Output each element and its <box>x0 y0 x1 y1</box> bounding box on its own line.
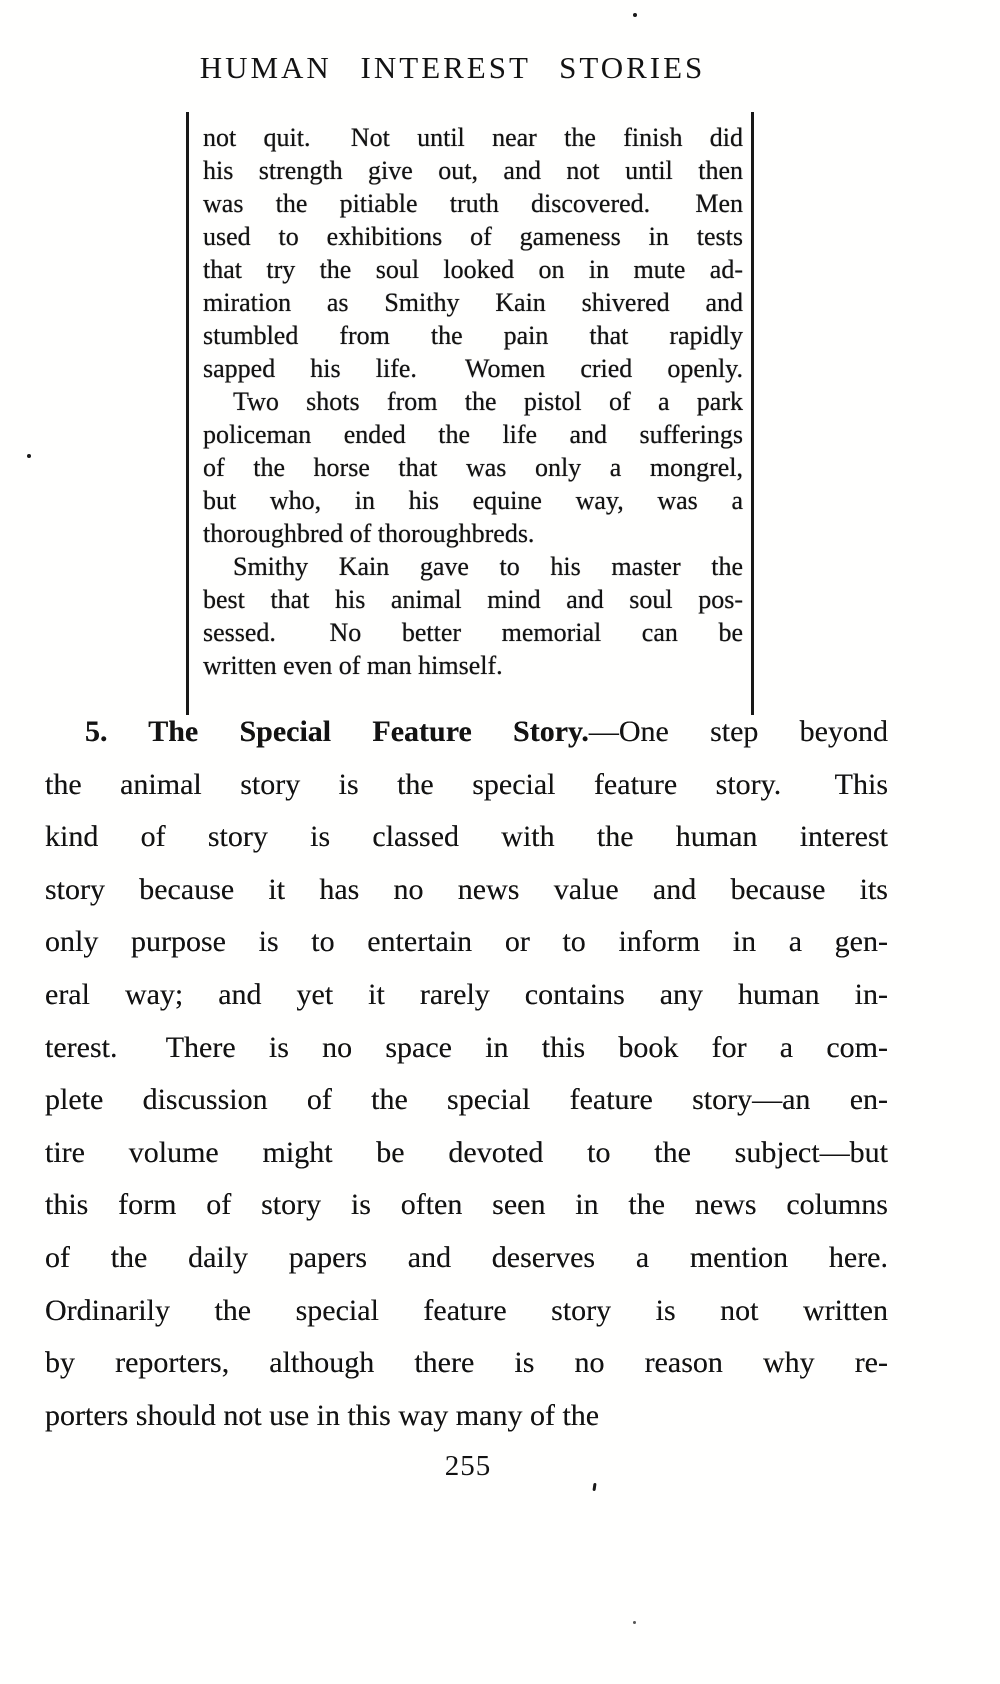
body-line: the animal story is the special feature story. This <box>45 767 888 801</box>
body-line: by reporters, although there is no reason why re- <box>45 1346 888 1380</box>
excerpt-paragraph <box>203 550 743 682</box>
excerpt-line: sessed. No better memorial can be <box>203 618 743 647</box>
excerpt-line: that try the soul looked on in mute ad- <box>203 255 743 284</box>
body-line: porters should not use in this way many of the <box>45 1398 600 1432</box>
excerpt-line: best that his animal mind and soul pos- <box>203 585 743 614</box>
excerpt-line: was the pitiable truth discovered. Men <box>203 189 743 218</box>
body-line: this form of story is often seen in the news columns <box>45 1188 888 1222</box>
excerpt-line: thoroughbred of thoroughbreds. <box>203 519 535 548</box>
body-line: only purpose is to entertain or to inform in a gen- <box>45 925 888 959</box>
ink-speck-bottom <box>633 1621 636 1624</box>
ink-speck-top <box>633 13 637 17</box>
section-paragraph <box>45 706 888 1442</box>
excerpt-line: not quit. Not until near the finish did <box>203 123 743 152</box>
body-line: story because it has no news value and because its <box>45 872 888 906</box>
excerpt-line: but who, in his equine way, was a <box>203 486 743 515</box>
section-heading-tail: —One step beyond <box>588 715 888 748</box>
excerpt-paragraph <box>203 385 743 550</box>
excerpt-line: stumbled from the pain that rapidly <box>203 321 743 350</box>
excerpt-block <box>186 112 754 715</box>
excerpt-line: Two shots from the pistol of a park <box>233 387 743 416</box>
body-line: tire volume might be devoted to the subject—but <box>45 1135 888 1169</box>
body-line: terest. There is no space in this book for a com- <box>45 1030 888 1064</box>
page-number: 255 <box>444 1450 492 1482</box>
body-line: Ordinarily the special feature story is not written <box>45 1293 888 1327</box>
excerpt-line: of the horse that was only a mongrel, <box>203 453 743 482</box>
excerpt-line: sapped his life. Women cried openly. <box>203 354 743 383</box>
ink-mark-near-page-number <box>592 1483 596 1491</box>
excerpt-paragraph <box>203 121 743 385</box>
excerpt-line: policeman ended the life and sufferings <box>203 420 743 449</box>
excerpt-line: his strength give out, and not until then <box>203 156 743 185</box>
excerpt-line: Smithy Kain gave to his master the <box>233 552 743 581</box>
ink-speck-left-margin <box>27 454 31 458</box>
page-title: HUMAN INTEREST STORIES <box>199 50 706 85</box>
body-line: plete discussion of the special feature story—an en- <box>45 1083 888 1117</box>
body-line-heading <box>45 706 888 759</box>
excerpt-line: miration as Smithy Kain shivered and <box>203 288 743 317</box>
body-line: kind of story is classed with the human interest <box>45 820 888 854</box>
body-line: of the daily papers and deserves a mention here. <box>45 1240 888 1274</box>
excerpt-line: used to exhibitions of gameness in tests <box>203 222 743 251</box>
excerpt-line: written even of man himself. <box>203 651 503 680</box>
section-heading: 5. The Special Feature Story. <box>85 715 589 748</box>
body-line: eral way; and yet it rarely contains any human in- <box>45 977 888 1011</box>
